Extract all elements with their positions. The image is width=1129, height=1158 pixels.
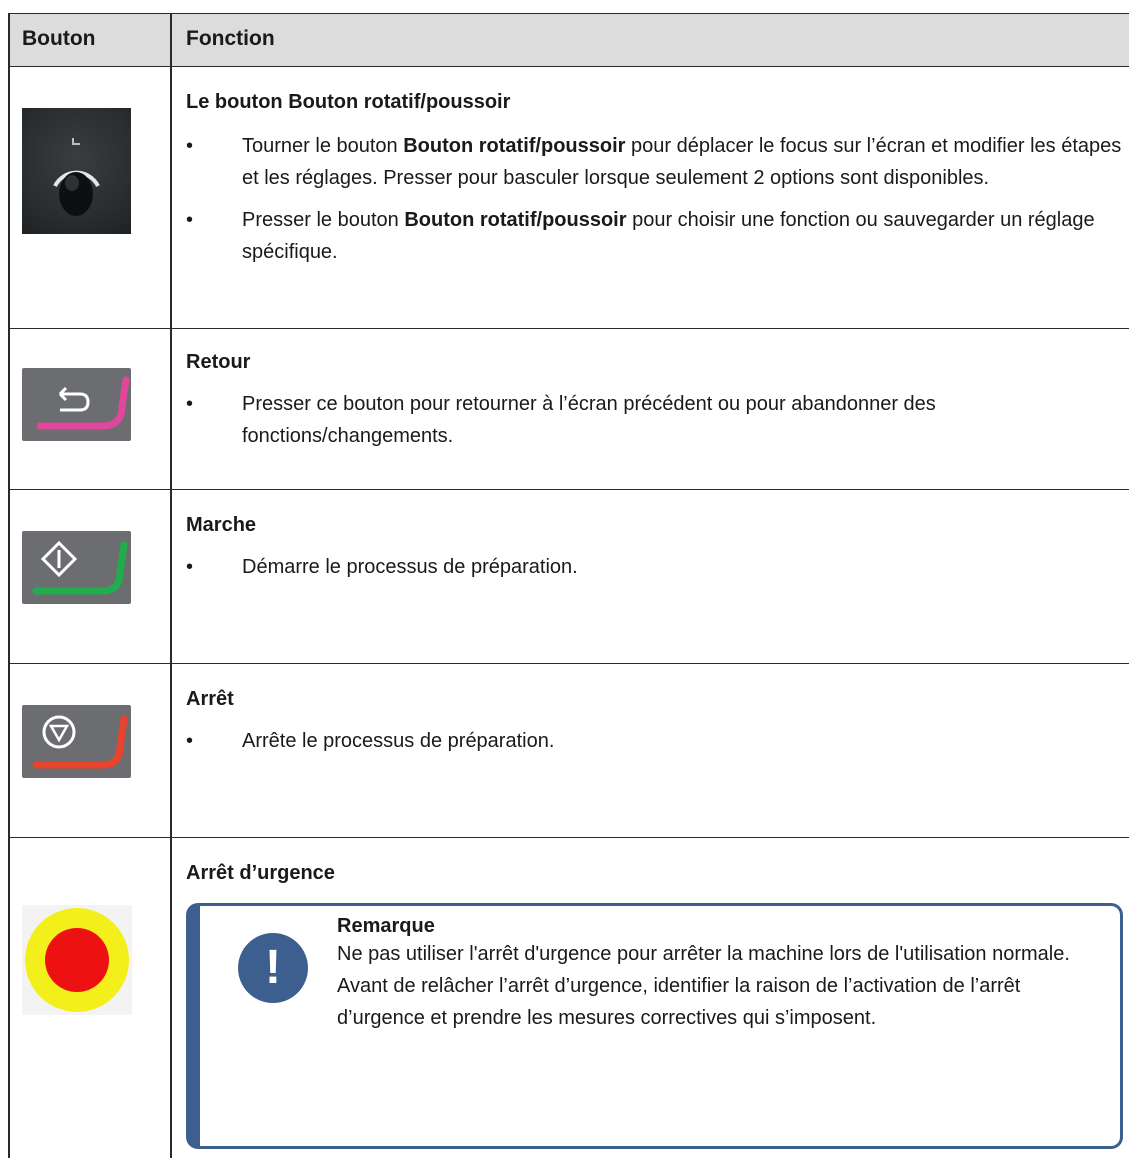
header-button: Bouton [22, 27, 96, 50]
bullet-item: • Presser le bouton Bouton rotatif/poussoir pour choisir une fonction ou sauvegarder un réglage spécifique. [186, 204, 1123, 268]
note-box [186, 903, 1123, 1149]
function-cell [186, 513, 1123, 583]
row-title: Le bouton Bouton rotatif/poussoir [186, 91, 511, 113]
function-cell [186, 350, 1123, 452]
row-title: Arrêt [186, 688, 234, 710]
header-function: Fonction [186, 27, 275, 50]
bullet-item: • Démarre le processus de préparation. [186, 551, 1123, 583]
row-title: Arrêt d’urgence [186, 862, 335, 884]
table-top-border [8, 13, 1129, 14]
table-row [8, 328, 1129, 489]
function-cell [186, 861, 1123, 1158]
table-row [8, 663, 1129, 837]
table-row [8, 489, 1129, 663]
bullet-item: • Arrête le processus de préparation. [186, 725, 1123, 757]
back-arrow-icon [22, 368, 131, 441]
table-header [8, 13, 1129, 66]
bullet-dot: • [186, 393, 194, 415]
note-line: Avant de relâcher l’arrêt d’urgence, identifier la raison de l’activation de l’arrêt d’urgence et prendre les mesures correctives qui s’imposent. [337, 975, 1021, 1029]
emergency-stop-icon [22, 905, 132, 1015]
row-title: Marche [186, 514, 257, 536]
table-row [8, 66, 1129, 328]
row-title: Retour [186, 351, 251, 373]
bullet-dot: • [186, 209, 194, 231]
note-title: Remarque [337, 915, 435, 937]
function-cell [186, 90, 1123, 268]
note-line: Ne pas utiliser l'arrêt d'urgence pour arrêter la machine lors de l'utilisation normale. [337, 943, 1070, 965]
button-function-table [8, 13, 1129, 1158]
exclamation-icon: ! [238, 933, 308, 1003]
bullet-dot: • [186, 556, 194, 578]
bullet-item: • Presser ce bouton pour retourner à l’écran précédent ou pour abandonner des fonctions/changements. [186, 388, 1123, 452]
function-cell [186, 687, 1123, 757]
bullet-item: • Tourner le bouton Bouton rotatif/poussoir pour déplacer le focus sur l’écran et modifier les étapes et les réglages. Presser pour basculer lorsque seulement 2 options sont disponibles. [186, 130, 1123, 194]
rotary-push-knob-icon [22, 108, 131, 234]
table-row [8, 837, 1129, 1158]
bullet-dot: • [186, 730, 194, 752]
stop-triangle-icon [22, 705, 131, 778]
start-diamond-icon [22, 531, 131, 604]
bullet-dot: • [186, 135, 194, 157]
note-text [337, 914, 1090, 1034]
